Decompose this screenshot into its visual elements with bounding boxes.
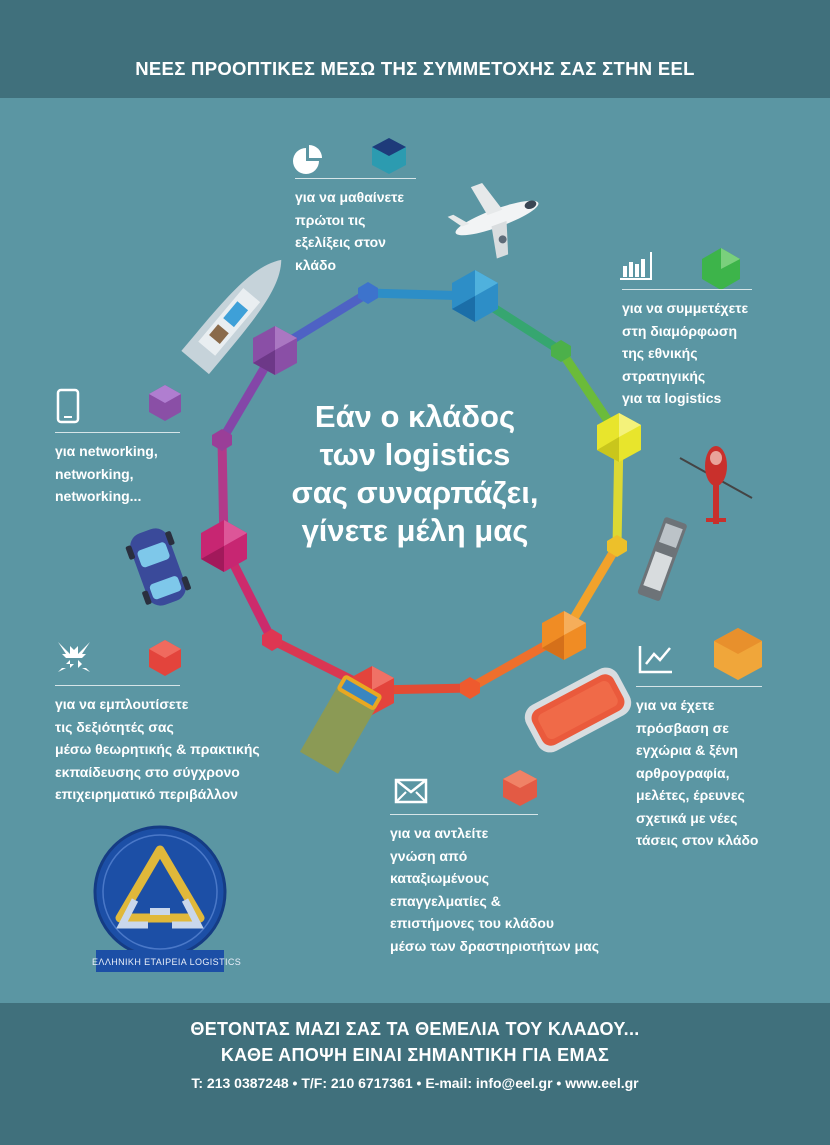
hexagon-teal-news — [372, 138, 406, 174]
benefit-line: εξελίξεις στον — [295, 234, 386, 250]
divider — [622, 289, 752, 290]
benefit-line: επιστήμονες του κλάδου — [390, 915, 555, 931]
header-title: ΝΕΕΣ ΠΡΟΟΠΤΙΚΕΣ ΜΕΣΩ ΤΗΣ ΣΥΜΜΕΤΟΧΗΣ ΣΑΣ ΣΤΗΝ EEL — [135, 58, 695, 79]
benefit-line: για networking, — [55, 443, 158, 459]
footer-bar — [0, 1003, 830, 1145]
benefit-line: στρατηγικής — [622, 367, 706, 384]
pie-chart-icon — [293, 145, 322, 174]
bar-chart-icon — [620, 252, 652, 280]
benefit-line: για τα logistics — [622, 390, 722, 406]
divider — [295, 178, 416, 179]
hexagon-purple-networking — [149, 385, 181, 421]
benefit-news — [295, 178, 416, 276]
benefit-knowledge — [390, 814, 599, 957]
benefit-strategy — [622, 289, 752, 410]
footer-contact: T: 213 0387248 • T/F: 210 6717361 • E-mail: info@eel.gr • www.eel.gr — [191, 1075, 639, 1091]
benefit-line: για να μαθαίνετε — [295, 189, 405, 205]
benefit-line: πρώτοι τις — [295, 211, 366, 228]
eel-logo — [95, 827, 225, 972]
divider — [55, 432, 180, 433]
benefit-line: πρόσβαση σε — [636, 719, 729, 736]
benefit-line: καταξιωμένους — [390, 870, 490, 886]
line-chart-icon — [640, 646, 672, 672]
benefit-line: networking, — [55, 465, 134, 482]
benefit-line: για να έχετε — [636, 697, 715, 713]
benefit-line: μελέτες, έρευνες — [636, 787, 745, 803]
benefit-line: για να συμμετέχετε — [622, 300, 749, 316]
lorry-icon — [300, 674, 383, 774]
benefit-line: επιχειρηματικό περιβάλλον — [55, 786, 238, 802]
helicopter-icon — [680, 446, 752, 524]
benefit-line: τις δεξιότητές σας — [55, 718, 174, 735]
benefit-line: γνώση από — [390, 847, 468, 864]
benefit-line: της εθνικής — [622, 345, 698, 361]
headline-line: σας συναρπάζει, — [291, 475, 539, 510]
hexagon-green-strategy — [702, 248, 740, 290]
train-icon — [520, 663, 636, 758]
benefit-networking — [55, 432, 180, 508]
hexagon-orange — [542, 611, 586, 660]
benefit-line: σχετικά με νέες — [636, 809, 738, 826]
hexagon-gold-research — [714, 628, 762, 680]
benefit-skills — [55, 685, 260, 806]
hexagon-magenta — [201, 520, 247, 572]
footer-slogan-1: ΘΕΤΟΝΤΑΣ ΜΑΖΙ ΣΑΣ ΤΑ ΘΕΜΕΛΙΑ ΤΟΥ ΚΛΑΔΟΥ... — [190, 1019, 640, 1039]
benefit-line: για να αντλείτε — [390, 825, 489, 841]
benefit-line: μέσω των δραστηριοτήτων μας — [390, 937, 599, 954]
hexagon-red-knowledge — [503, 770, 537, 806]
divider — [390, 814, 538, 815]
center-headline — [270, 398, 560, 550]
compress-arrows-icon — [58, 642, 90, 672]
hexagon-red-skills — [149, 640, 181, 676]
footer-slogan-2: ΚΑΘΕ ΑΠΟΨΗ ΕΙΝΑΙ ΣΗΜΑΝΤΙΚΗ ΓΙΑ ΕΜΑΣ — [220, 1045, 610, 1065]
benefit-line: επαγγελματίες & — [390, 892, 501, 909]
benefit-line: τάσεις στον κλάδο — [636, 832, 759, 848]
logo-caption: ΕΛΛΗΝΙΚΗ ΕΤΑΙΡΕΙΑ LOGISTICS — [92, 957, 242, 967]
benefit-line: εκπαίδευσης στο σύγχρονο — [55, 763, 240, 780]
airplane-icon — [441, 167, 552, 269]
benefit-line: κλάδο — [295, 256, 337, 273]
benefit-research — [636, 686, 762, 852]
benefit-line: εγχώρια & ξένη — [636, 742, 738, 758]
benefit-line: αρθρογραφία, — [636, 764, 730, 781]
headline-line: των logistics — [319, 437, 511, 472]
truck-icon — [637, 516, 688, 601]
headline-line: γίνετε μέλη μας — [301, 513, 529, 548]
headline-line: Εάν ο κλάδος — [314, 399, 516, 434]
divider — [636, 686, 762, 687]
hexagon-blue — [452, 270, 498, 322]
divider — [55, 685, 180, 686]
mobile-phone-icon — [58, 390, 78, 422]
car-icon — [122, 523, 193, 611]
benefit-line: μέσω θεωρητικής & πρακτικής — [55, 741, 260, 757]
benefit-line: στη διαμόρφωση — [622, 322, 738, 339]
benefit-line: networking... — [55, 488, 142, 504]
benefit-line: για να εμπλουτίσετε — [55, 696, 189, 712]
envelope-icon — [396, 780, 426, 802]
